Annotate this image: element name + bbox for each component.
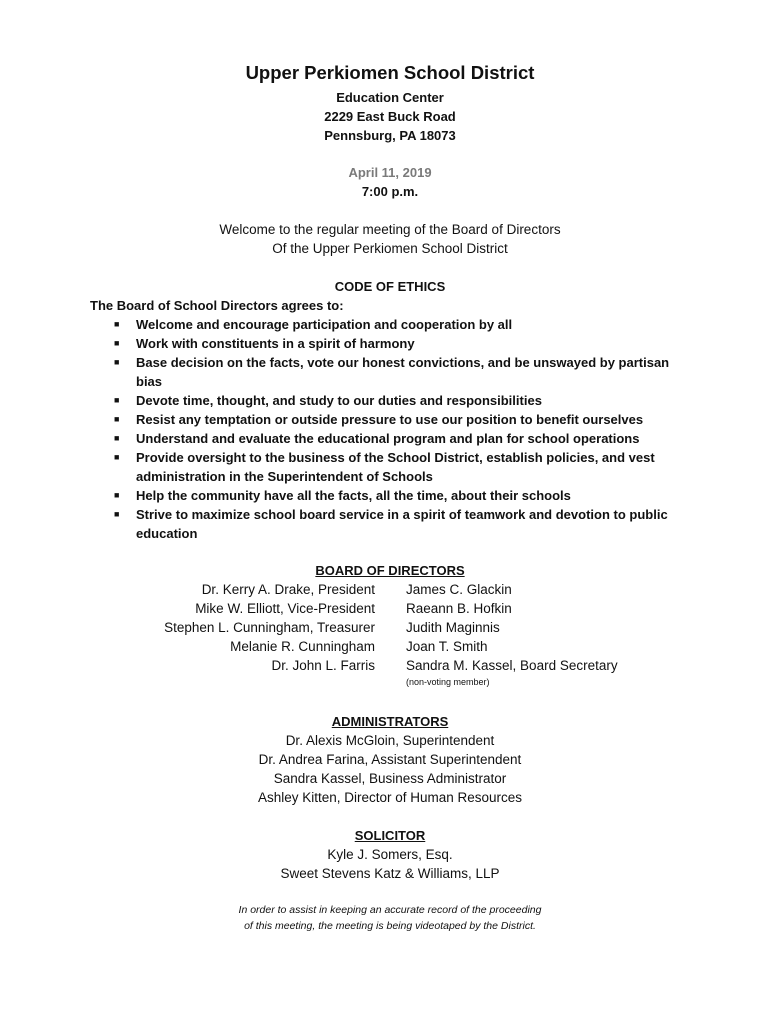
ethics-intro: The Board of School Directors agrees to: — [90, 298, 344, 313]
ethics-item-text: Provide oversight to the business of the School District, establish policies, and vest administration in the Superintendent of Schools — [136, 450, 655, 484]
ethics-item — [110, 353, 690, 391]
board-members-right — [406, 580, 618, 689]
administrators-list — [0, 731, 770, 807]
square-bullet-icon: ■ — [114, 319, 120, 329]
board-member: Stephen L. Cunningham, Treasurer — [164, 620, 375, 635]
ethics-list — [110, 315, 690, 543]
solicitor-title: SOLICITOR — [354, 828, 426, 843]
ethics-item — [110, 315, 690, 334]
administrators-title: ADMINISTRATORS — [331, 714, 449, 729]
ethics-title: CODE OF ETHICS — [334, 279, 446, 294]
meeting-date: April 11, 2019 — [348, 165, 432, 180]
board-member: Joan T. Smith — [406, 639, 488, 654]
notice-line: of this meeting, the meeting is being videotaped by the District. — [244, 920, 536, 932]
administrator: Sandra Kassel, Business Administrator — [273, 771, 507, 786]
ethics-item-text: Strive to maximize school board service in a spirit of teamwork and devotion to public education — [136, 507, 668, 541]
ethics-item — [110, 391, 690, 410]
square-bullet-icon: ■ — [114, 414, 120, 424]
ethics-item-text: Base decision on the facts, vote our honest convictions, and be unswayed by partisan bias — [136, 355, 670, 389]
board-member: Dr. John L. Farris — [271, 658, 375, 673]
location-line: Education Center — [336, 90, 444, 105]
ethics-item-text: Understand and evaluate the educational program and plan for school operations — [136, 431, 640, 446]
ethics-item-text: Resist any temptation or outside pressure to use our position to benefit ourselves — [136, 412, 644, 427]
location-line: Pennsburg, PA 18073 — [324, 128, 456, 143]
ethics-item-text: Devote time, thought, and study to our duties and responsibilities — [136, 393, 542, 408]
ethics-item — [110, 505, 690, 543]
square-bullet-icon: ■ — [114, 490, 120, 500]
ethics-item-text: Help the community have all the facts, all the time, about their schools — [136, 488, 571, 503]
district-title: Upper Perkiomen School District — [245, 62, 535, 83]
location-line: 2229 East Buck Road — [324, 109, 456, 124]
square-bullet-icon: ■ — [114, 509, 120, 519]
ethics-item — [110, 334, 690, 353]
administrator: Dr. Andrea Farina, Assistant Superintendent — [258, 752, 522, 767]
board-member: Raeann B. Hofkin — [406, 601, 512, 616]
board-members-left — [164, 580, 375, 675]
board-member: James C. Glackin — [406, 582, 512, 597]
welcome-text — [0, 220, 770, 258]
administrator: Dr. Alexis McGloin, Superintendent — [285, 733, 495, 748]
administrator: Ashley Kitten, Director of Human Resources — [257, 790, 523, 805]
videotape-notice — [0, 902, 770, 934]
board-member: Sandra M. Kassel, Board Secretary — [406, 658, 618, 673]
square-bullet-icon: ■ — [114, 395, 120, 405]
ethics-item — [110, 410, 690, 429]
board-member: Melanie R. Cunningham — [230, 639, 375, 654]
square-bullet-icon: ■ — [114, 338, 120, 348]
board-title: BOARD OF DIRECTORS — [315, 563, 465, 578]
solicitor-line: Sweet Stevens Katz & Williams, LLP — [280, 866, 500, 881]
solicitor-line: Kyle J. Somers, Esq. — [327, 847, 453, 862]
square-bullet-icon: ■ — [114, 452, 120, 462]
board-member: Judith Maginnis — [406, 620, 500, 635]
welcome-line: Welcome to the regular meeting of the Board of Directors — [219, 222, 561, 237]
ethics-item — [110, 429, 690, 448]
ethics-item-text: Welcome and encourage participation and cooperation by all — [136, 317, 513, 332]
location-block — [0, 88, 770, 145]
board-secretary-note: (non-voting member) — [406, 677, 490, 687]
welcome-line: Of the Upper Perkiomen School District — [272, 241, 508, 256]
square-bullet-icon: ■ — [114, 357, 120, 367]
meeting-time: 7:00 p.m. — [361, 184, 419, 199]
ethics-item — [110, 448, 690, 486]
board-member: Dr. Kerry A. Drake, President — [201, 582, 375, 597]
square-bullet-icon: ■ — [114, 433, 120, 443]
ethics-item — [110, 486, 690, 505]
board-member: Mike W. Elliott, Vice-President — [195, 601, 375, 616]
ethics-item-text: Work with constituents in a spirit of harmony — [136, 336, 415, 351]
notice-line: In order to assist in keeping an accurate record of the proceeding — [238, 904, 542, 916]
solicitor-block — [0, 845, 770, 883]
